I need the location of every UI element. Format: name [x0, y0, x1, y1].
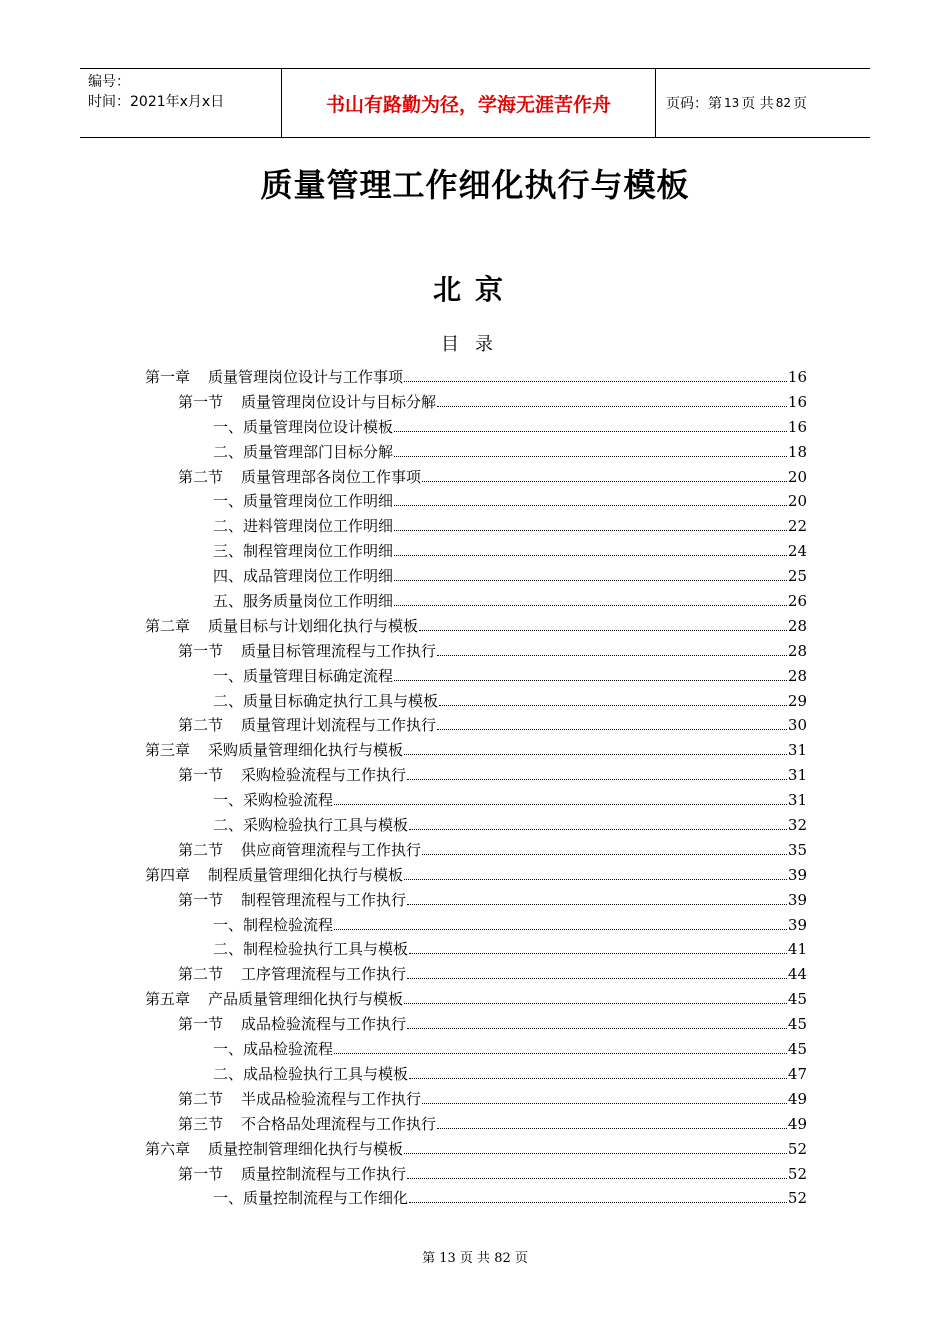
- toc-entry-text: 三、制程管理岗位工作明细: [213, 542, 394, 561]
- page-mid: 页 共: [741, 96, 774, 112]
- toc-entry-number: 第二节: [178, 467, 224, 486]
- toc-entry-page: 52: [787, 1139, 807, 1158]
- toc-leader-dots: [334, 929, 787, 930]
- toc-leader-dots: [437, 1128, 787, 1129]
- toc-leader-dots: [394, 580, 787, 581]
- toc-entry-text: 采购质量管理细化执行与模板: [208, 741, 404, 760]
- toc-entry-text: 采购检验流程与工作执行: [241, 766, 407, 785]
- toc-entry-text: 质量管理计划流程与工作执行: [241, 716, 437, 735]
- toc-entry-page: 49: [787, 1089, 807, 1108]
- toc-entry-page: 39: [787, 865, 807, 884]
- toc-leader-dots: [437, 655, 787, 656]
- toc-entry[interactable]: [145, 1037, 807, 1062]
- toc-entry[interactable]: [145, 390, 807, 415]
- toc-entry-number: 第二节: [178, 840, 224, 859]
- toc-entry-text: 质量管理岗位设计与工作事项: [208, 368, 404, 386]
- toc-entry[interactable]: [145, 863, 807, 888]
- serial-label: 编号：: [88, 74, 130, 90]
- toc-leader-dots: [407, 978, 787, 979]
- toc-leader-dots: [404, 381, 787, 382]
- toc-entry-number: 第三节: [178, 1114, 224, 1133]
- toc-entry-page: 44: [787, 965, 807, 984]
- toc-leader-dots: [407, 1178, 787, 1179]
- toc-entry[interactable]: [145, 1012, 807, 1037]
- header-page-info: [656, 69, 870, 137]
- toc-entry-text: 质量控制管理细化执行与模板: [208, 1139, 404, 1158]
- toc-entry[interactable]: [145, 1137, 807, 1162]
- toc-leader-dots: [422, 481, 787, 482]
- toc-leader-dots: [407, 904, 787, 905]
- header-meta: [80, 69, 282, 137]
- toc-entry-text: 制程质量管理细化执行与模板: [208, 865, 404, 884]
- toc-entry-page: 31: [787, 791, 807, 810]
- toc-entry-number: 第二节: [178, 716, 224, 735]
- page-header: [80, 68, 870, 138]
- toc-entry-text: 一、质量管理岗位工作明细: [213, 492, 394, 511]
- toc-entry-text: 供应商管理流程与工作执行: [241, 840, 422, 859]
- toc-leader-dots: [394, 456, 787, 457]
- toc-entry[interactable]: [145, 987, 807, 1012]
- footer-current: 13: [439, 1251, 456, 1266]
- toc-entry-number: 第二节: [178, 1089, 224, 1108]
- page-suffix: 页: [793, 96, 808, 112]
- toc-entry-number: 第一节: [178, 890, 224, 909]
- toc-entry-page: 22: [787, 517, 807, 536]
- toc-entry-page: 25: [787, 567, 807, 586]
- toc-entry-page: 30: [787, 716, 807, 735]
- toc-leader-dots: [437, 406, 787, 407]
- toc-entry-text: 二、制程检验执行工具与模板: [213, 940, 409, 959]
- toc-leader-dots: [394, 530, 787, 531]
- toc-entry-number: 第一节: [178, 641, 224, 660]
- toc-entry-text: 二、质量管理部门目标分解: [213, 442, 394, 461]
- time-label: 时间：2021年x月x日: [88, 94, 225, 110]
- toc-entry-text: 一、成品检验流程: [213, 1040, 334, 1059]
- toc-entry-page: 41: [787, 940, 807, 959]
- toc-leader-dots: [394, 431, 787, 432]
- toc-entry[interactable]: [145, 415, 807, 440]
- toc-entry-page: 28: [787, 641, 807, 660]
- toc-entry-page: 20: [787, 467, 807, 486]
- toc-entry-number: 第三章: [145, 741, 191, 760]
- toc-entry-text: 质量目标与计划细化执行与模板: [208, 616, 419, 635]
- toc-entry-page: 52: [787, 1189, 807, 1208]
- toc-leader-dots: [404, 1003, 787, 1004]
- toc-entry[interactable]: [145, 913, 807, 938]
- toc-entry-text: 一、采购检验流程: [213, 791, 334, 810]
- toc-leader-dots: [404, 1153, 787, 1154]
- page-current: 13: [724, 96, 740, 110]
- toc-entry[interactable]: [145, 962, 807, 987]
- toc-leader-dots: [439, 705, 787, 706]
- toc-entry-text: 制程管理流程与工作执行: [241, 890, 407, 909]
- toc-entry-text: 一、质量控制流程与工作细化: [213, 1189, 409, 1208]
- toc-entry-number: 第一节: [178, 1015, 224, 1034]
- toc-entry-page: 31: [787, 741, 807, 760]
- toc-entry-page: 39: [787, 915, 807, 934]
- toc-entry[interactable]: [145, 1087, 807, 1112]
- toc-entry-text: 质量管理部各岗位工作事项: [241, 467, 422, 486]
- toc-entry[interactable]: [145, 763, 807, 788]
- toc-entry-number: 第二节: [178, 965, 224, 984]
- toc-entry-text: 不合格品处理流程与工作执行: [241, 1114, 437, 1133]
- toc-entry-page: 26: [787, 592, 807, 611]
- toc-entry[interactable]: [145, 689, 807, 714]
- page-footer: [0, 1247, 950, 1266]
- toc-entry-page: 35: [787, 840, 807, 859]
- toc-leader-dots: [409, 953, 787, 954]
- toc-entry[interactable]: [145, 440, 807, 465]
- toc-leader-dots: [409, 829, 787, 830]
- toc-entry-page: 45: [787, 1015, 807, 1034]
- toc-entry-page: 20: [787, 492, 807, 511]
- document-title: 质量管理工作细化执行与模板: [260, 166, 690, 204]
- toc-leader-dots: [419, 630, 787, 631]
- footer-total: 82: [494, 1251, 511, 1266]
- toc-entry-page: 45: [787, 1040, 807, 1059]
- toc-entry[interactable]: [145, 365, 807, 390]
- toc-entry-number: 第六章: [145, 1139, 191, 1158]
- toc-entry[interactable]: [145, 1112, 807, 1137]
- toc-leader-dots: [334, 1053, 787, 1054]
- toc-entry[interactable]: [145, 639, 807, 664]
- toc-entry-page: 49: [787, 1114, 807, 1133]
- toc-entry-text: 一、制程检验流程: [213, 915, 334, 934]
- toc-entry-text: 一、质量管理岗位设计模板: [213, 417, 394, 436]
- toc-entry[interactable]: [145, 838, 807, 863]
- toc-entry[interactable]: [145, 1162, 807, 1187]
- toc-entry-page: 28: [787, 616, 807, 635]
- toc-leader-dots: [404, 879, 787, 880]
- footer-suffix: 页: [514, 1251, 528, 1266]
- toc-entry-page: 32: [787, 816, 807, 835]
- toc-entry-text: 一、质量管理目标确定流程: [213, 666, 394, 685]
- toc-entry[interactable]: [145, 539, 807, 564]
- toc-entry[interactable]: [145, 514, 807, 539]
- page-prefix: 页码：第: [666, 96, 722, 112]
- toc-entry-number: 第一节: [178, 1164, 224, 1183]
- toc-leader-dots: [394, 555, 787, 556]
- toc-entry[interactable]: [145, 1186, 807, 1211]
- toc-entry-text: 成品检验流程与工作执行: [241, 1015, 407, 1034]
- toc-entry-number: 第一章: [145, 368, 191, 386]
- toc-entry-text: 二、进料管理岗位工作明细: [213, 517, 394, 536]
- toc-entry-page: 52: [787, 1164, 807, 1183]
- toc-entry-page: 24: [787, 542, 807, 561]
- toc-entry-page: 16: [787, 368, 807, 386]
- toc-entry[interactable]: [145, 614, 807, 639]
- toc-leader-dots: [422, 854, 787, 855]
- toc-leader-dots: [394, 680, 787, 681]
- toc-entry-page: 28: [787, 666, 807, 685]
- toc-entry-number: 第四章: [145, 865, 191, 884]
- toc-leader-dots: [334, 804, 787, 805]
- toc-entry-page: 31: [787, 766, 807, 785]
- toc-entry-text: 五、服务质量岗位工作明细: [213, 592, 394, 611]
- header-motto: 书山有路勤为径，学海无涯苦作舟: [282, 69, 656, 137]
- footer-mid: 页 共: [459, 1251, 491, 1266]
- toc-entry[interactable]: [145, 738, 807, 763]
- toc-entry-text: 二、质量目标确定执行工具与模板: [213, 691, 439, 710]
- toc-leader-dots: [437, 729, 787, 730]
- toc-leader-dots: [409, 1202, 787, 1203]
- toc-entry[interactable]: [145, 937, 807, 962]
- toc-entry[interactable]: [145, 788, 807, 813]
- toc-entry-text: 产品质量管理细化执行与模板: [208, 990, 404, 1009]
- toc-entry[interactable]: [145, 813, 807, 838]
- toc-entry-page: 47: [787, 1064, 807, 1083]
- footer-prefix: 第: [422, 1251, 436, 1266]
- toc-entry[interactable]: [145, 489, 807, 514]
- toc-entry-page: 39: [787, 890, 807, 909]
- toc-entry[interactable]: [145, 465, 807, 490]
- toc-entry-text: 二、采购检验执行工具与模板: [213, 816, 409, 835]
- toc-entry-page: 16: [787, 392, 807, 411]
- toc-heading: 目录: [441, 334, 509, 355]
- city-name: 北京: [432, 273, 517, 306]
- toc-leader-dots: [409, 1078, 787, 1079]
- toc-leader-dots: [394, 605, 787, 606]
- toc-entry[interactable]: [145, 664, 807, 689]
- toc-entry-text: 质量控制流程与工作执行: [241, 1164, 407, 1183]
- toc-entry-text: 二、成品检验执行工具与模板: [213, 1064, 409, 1083]
- toc-leader-dots: [407, 1028, 787, 1029]
- toc-entry[interactable]: [145, 888, 807, 913]
- toc-entry-page: 29: [787, 691, 807, 710]
- toc-entry[interactable]: [145, 564, 807, 589]
- toc-entry[interactable]: [145, 713, 807, 738]
- toc-entry[interactable]: [145, 1062, 807, 1087]
- toc-entry[interactable]: [145, 589, 807, 614]
- toc-entry-number: 第二章: [145, 616, 191, 635]
- toc-leader-dots: [422, 1103, 787, 1104]
- page-total: 82: [775, 96, 792, 110]
- toc-leader-dots: [404, 754, 787, 755]
- toc-entry-number: 第五章: [145, 990, 191, 1009]
- toc-leader-dots: [407, 779, 787, 780]
- toc-entry-text: 工序管理流程与工作执行: [241, 965, 407, 984]
- toc-leader-dots: [394, 505, 787, 506]
- toc-entry-number: 第一节: [178, 766, 224, 785]
- toc-entry-number: 第一节: [178, 392, 224, 411]
- toc-entry-text: 半成品检验流程与工作执行: [241, 1089, 422, 1108]
- toc-entry-text: 质量管理岗位设计与目标分解: [241, 392, 437, 411]
- toc-entry-page: 45: [787, 990, 807, 1009]
- table-of-contents: [145, 365, 807, 1211]
- toc-entry-page: 18: [787, 442, 807, 461]
- toc-entry-text: 质量目标管理流程与工作执行: [241, 641, 437, 660]
- toc-entry-text: 四、成品管理岗位工作明细: [213, 567, 394, 586]
- toc-entry-page: 16: [787, 417, 807, 436]
